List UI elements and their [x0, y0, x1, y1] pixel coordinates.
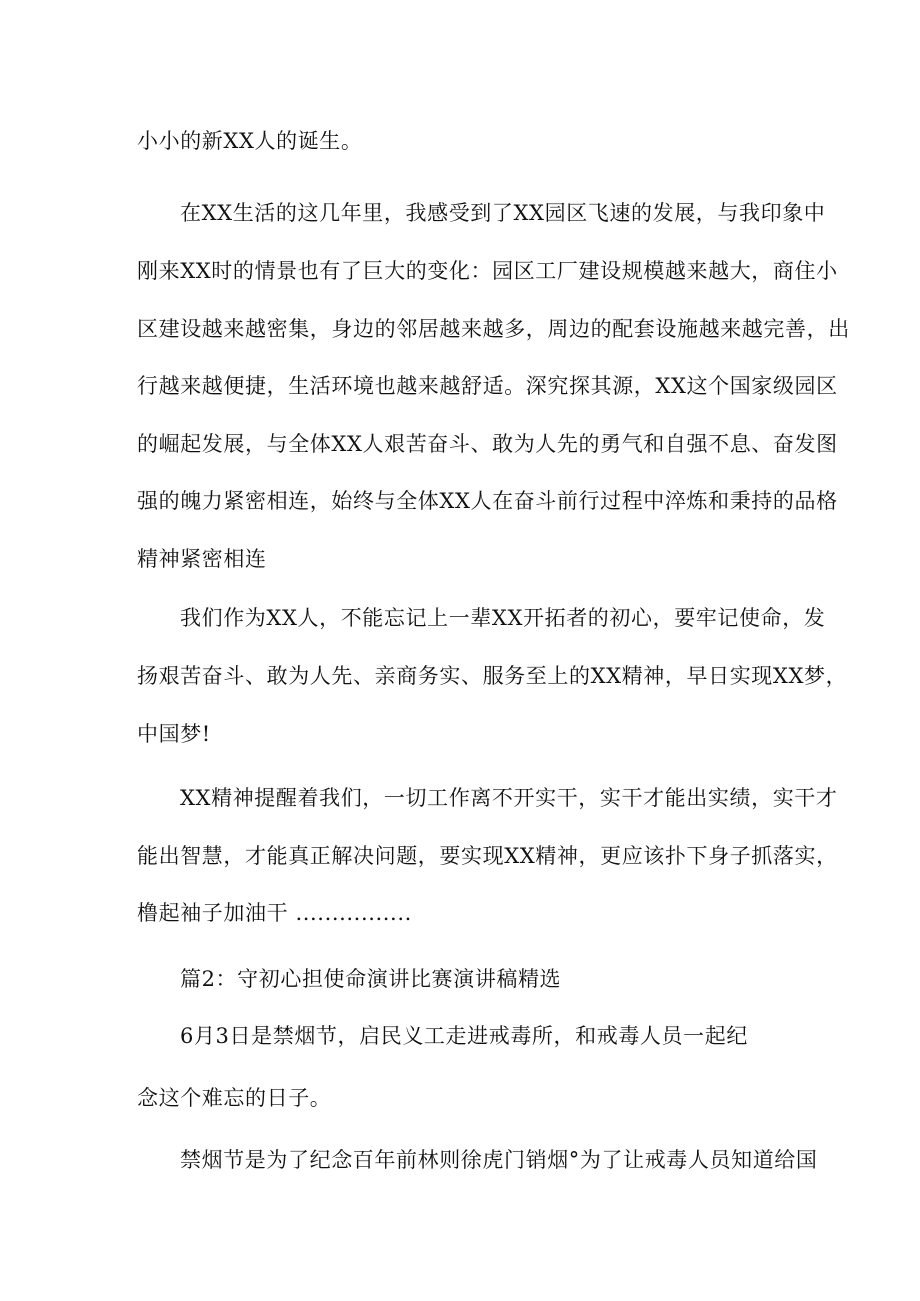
text-line: 扬艰苦奋斗、敢为人先、亲商务实、服务至上的XX精神，早日实现XX梦，	[137, 664, 848, 688]
text-line: 小小的新XX人的诞生。	[137, 129, 363, 153]
text-line: 强的魄力紧密相连，始终与全体XX人在奋斗前行过程中淬炼和秉持的品格	[137, 489, 838, 513]
text-line: 禁烟节是为了纪念百年前林则徐虎门销烟°为了让戒毒人员知道给国	[180, 1148, 818, 1172]
text-line: 我们作为XX人，不能忘记上一辈XX开拓者的初心，要牢记使命，发	[180, 606, 826, 630]
text-line: 刚来XX时的情景也有了巨大的变化：园区工厂建设规模越来越大，商住小	[137, 259, 838, 283]
text-line: 区建设越来越密集，身边的邻居越来越多，周边的配套设施越来越完善，出	[137, 317, 850, 341]
text-line: 中国梦!	[137, 722, 211, 746]
text-line: 橹起袖子加油干 ................	[137, 901, 412, 925]
text-line: 6月3日是禁烟节，启民义工走进戒毒所，和戒毒人员一起纪	[180, 1024, 748, 1048]
text-line: 精神紧密相连	[137, 547, 267, 571]
text-line: 行越来越便捷，生活环境也越来越舒适。深究探其源，XX这个国家级园区	[137, 374, 838, 398]
text-line: 念这个难忘的日子。	[137, 1086, 332, 1110]
text-line: XX精神提醒着我们，一切工作离不开实干，实干才能出实绩，实干才	[180, 786, 838, 810]
text-line: 在XX生活的这几年里，我感受到了XX园区飞速的发展，与我印象中	[180, 201, 826, 225]
text-line: 能出智慧，才能真正解决问题，要实现XX精神，更应该扑下身子抓落实，	[137, 844, 838, 868]
section-heading: 篇2：守初心担使命演讲比赛演讲稿精选	[180, 967, 562, 991]
text-line: 的崛起发展，与全体XX人艰苦奋斗、敢为人先的勇气和自强不息、奋发图	[137, 432, 838, 456]
